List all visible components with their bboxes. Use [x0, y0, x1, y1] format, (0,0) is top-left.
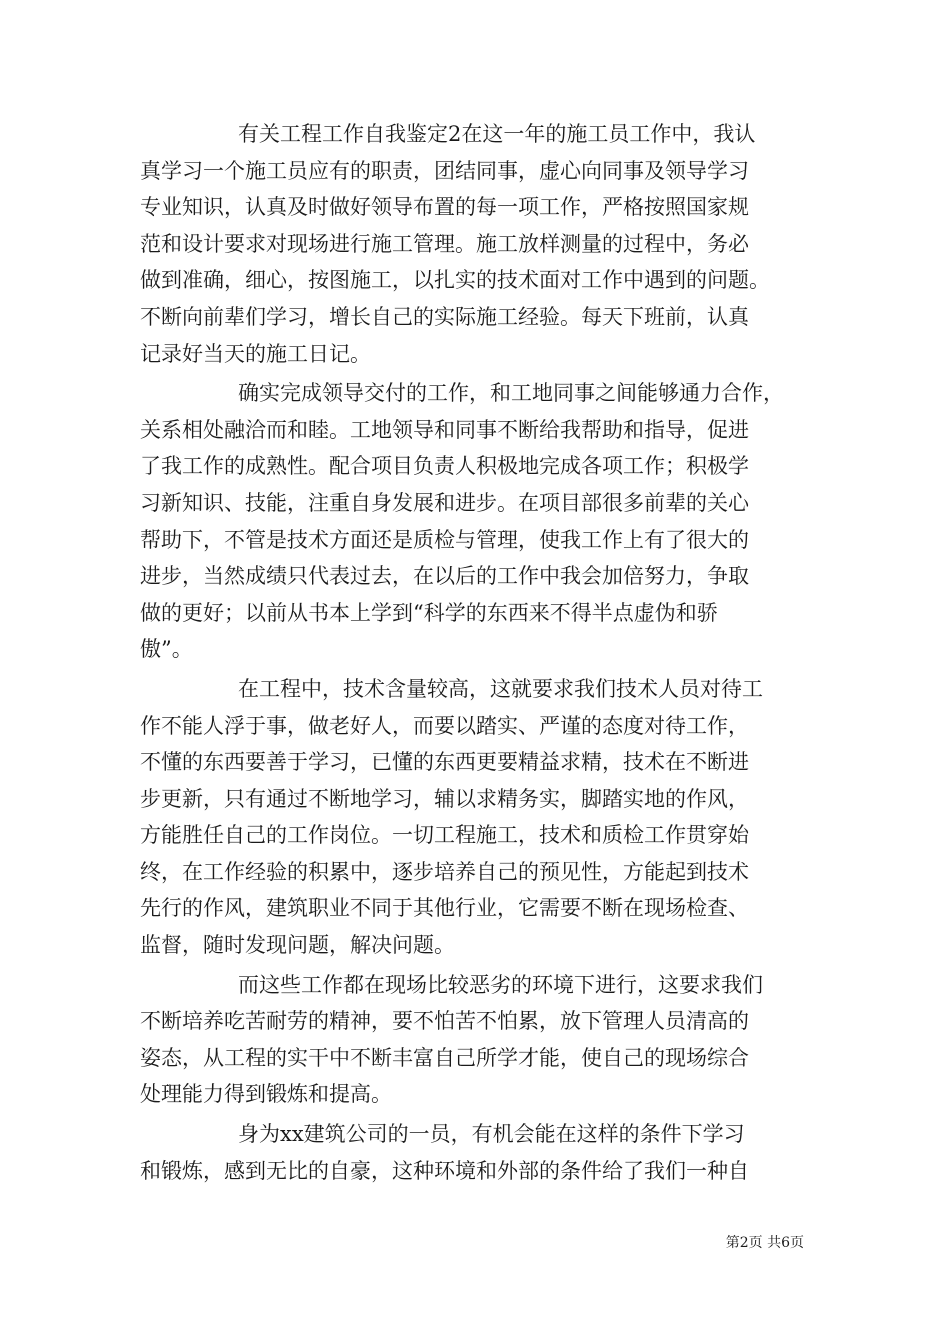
text-line: 不断培养吃苦耐劳的精神，要不怕苦不怕累，放下管理人员清高的	[140, 1009, 749, 1034]
text-line: 真学习一个施工员应有的职责，团结同事，虚心向同事及领导学习	[140, 158, 749, 183]
text-line: 关系相处融洽而和睦。工地领导和同事不断给我帮助和指导，促进	[140, 417, 749, 442]
text-line: 记录好当天的施工日记。	[140, 341, 371, 366]
paragraph	[140, 967, 816, 1113]
text-line: 在工程中，技术含量较高，这就要求我们技术人员对待工	[238, 676, 763, 701]
text-line: 不懂的东西要善于学习，已懂的东西更要精益求精，技术在不断进	[140, 750, 749, 775]
text-line: 先行的作风，建筑职业不同于其他行业，它需要不断在现场检查、	[140, 896, 749, 921]
text-line: 身为xx建筑公司的一员，有机会能在这样的条件下学习	[238, 1122, 745, 1147]
text-line: 习新知识、技能，注重自身发展和进步。在项目部很多前辈的关心	[140, 490, 749, 515]
text-line: 确实完成领导交付的工作，和工地同事之间能够通力合作，	[238, 381, 784, 406]
text-line: 作不能人浮于事，做老好人，而要以踏实、严谨的态度对待工作，	[140, 713, 749, 738]
text-line: 做到准确，细心，按图施工，以扎实的技术面对工作中遇到的问题。	[140, 268, 770, 293]
paragraph	[140, 671, 816, 964]
text-line: 方能胜任自己的工作岗位。一切工程施工，技术和质检工作贯穿始	[140, 823, 749, 848]
text-line: 专业知识，认真及时做好领导布置的每一项工作，严格按照国家规	[140, 195, 749, 220]
text-line: 有关工程工作自我鉴定2在这一年的施工员工作中，我认	[238, 122, 756, 146]
page-footer: 第2页 共6页	[725, 1235, 804, 1251]
paragraph	[140, 116, 816, 372]
text-line: 傲”。	[140, 637, 193, 662]
text-line: 终，在工作经验的积累中，逐步培养自己的预见性，方能起到技术	[140, 859, 749, 884]
text-line: 姿态，从工程的实干中不断丰富自己所学才能，使自己的现场综合	[140, 1045, 749, 1070]
text-line: 了我工作的成熟性。配合项目负责人积极地完成各项工作；积极学	[140, 454, 749, 479]
text-line: 不断向前辈们学习，增长自己的实际施工经验。每天下班前，认真	[140, 304, 749, 329]
text-line: 帮助下，不管是技术方面还是质检与管理，使我工作上有了很大的	[140, 527, 749, 552]
text-line: 范和设计要求对现场进行施工管理。施工放样测量的过程中，务必	[140, 231, 749, 256]
text-line: 和锻炼，感到无比的自豪，这种环境和外部的条件给了我们一种自	[140, 1158, 749, 1183]
text-line: 做的更好；以前从书本上学到“科学的东西来不得半点虚伪和骄	[140, 600, 718, 625]
paragraph	[140, 375, 816, 668]
paragraph	[140, 1116, 816, 1189]
text-line: 监督，随时发现问题，解决问题。	[140, 933, 455, 958]
text-line: 而这些工作都在现场比较恶劣的环境下进行，这要求我们	[238, 972, 763, 997]
text-line: 处理能力得到锻炼和提高。	[140, 1082, 392, 1107]
text-line: 进步，当然成绩只代表过去，在以后的工作中我会加倍努力，争取	[140, 564, 749, 589]
text-line: 步更新，只有通过不断地学习，辅以求精务实，脚踏实地的作风，	[140, 786, 749, 811]
document-body	[140, 116, 816, 1192]
